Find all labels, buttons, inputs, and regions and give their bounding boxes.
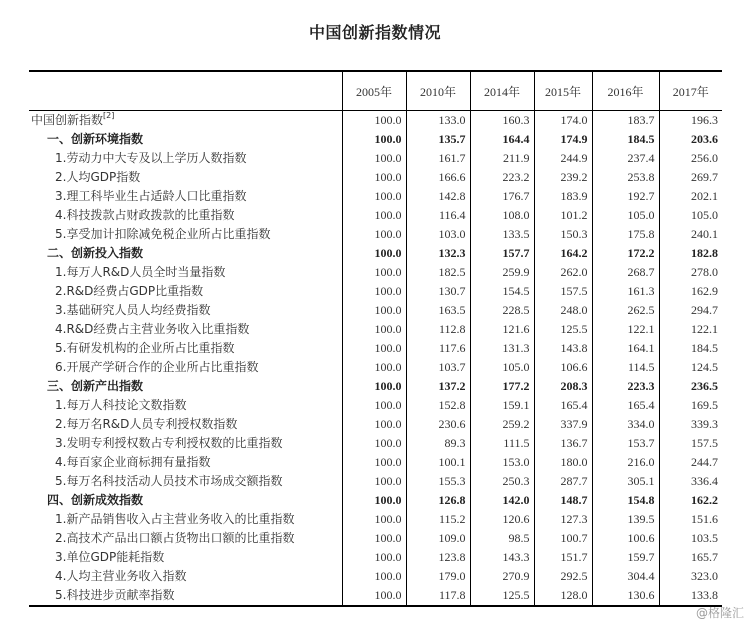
row-label xyxy=(29,472,342,491)
row-label-text: 5.有研发机构的企业所占比重指数 xyxy=(55,341,235,355)
value-cell: 253.8 xyxy=(592,168,659,187)
value-cell: 116.4 xyxy=(406,206,470,225)
value-cell: 262.0 xyxy=(534,263,592,282)
value-cell: 125.5 xyxy=(534,320,592,339)
value-cell: 100.0 xyxy=(342,472,406,491)
row-label xyxy=(29,111,342,131)
value-cell: 139.5 xyxy=(592,510,659,529)
row-label xyxy=(29,567,342,586)
value-cell: 269.7 xyxy=(659,168,722,187)
table-row xyxy=(29,434,722,453)
value-cell: 165.4 xyxy=(592,396,659,415)
value-cell: 100.0 xyxy=(342,491,406,510)
value-cell: 100.0 xyxy=(342,586,406,606)
value-cell: 192.7 xyxy=(592,187,659,206)
value-cell: 100.0 xyxy=(342,130,406,149)
value-cell: 100.0 xyxy=(342,339,406,358)
value-cell: 100.1 xyxy=(406,453,470,472)
value-cell: 100.0 xyxy=(342,358,406,377)
value-cell: 256.0 xyxy=(659,149,722,168)
value-cell: 100.0 xyxy=(342,453,406,472)
value-cell: 162.9 xyxy=(659,282,722,301)
total-row xyxy=(29,111,722,131)
value-cell: 244.7 xyxy=(659,453,722,472)
value-cell: 184.5 xyxy=(592,130,659,149)
value-cell: 98.5 xyxy=(470,529,534,548)
category-row xyxy=(29,377,722,396)
value-cell: 117.6 xyxy=(406,339,470,358)
header-2015: 2015年 xyxy=(534,71,592,111)
row-label-text: 4.每百家企业商标拥有量指数 xyxy=(55,455,211,469)
value-cell: 292.5 xyxy=(534,567,592,586)
value-cell: 100.0 xyxy=(342,225,406,244)
table-row xyxy=(29,320,722,339)
value-cell: 244.9 xyxy=(534,149,592,168)
value-cell: 236.5 xyxy=(659,377,722,396)
row-label xyxy=(29,168,342,187)
table-row xyxy=(29,168,722,187)
value-cell: 125.5 xyxy=(470,586,534,606)
value-cell: 105.0 xyxy=(659,206,722,225)
value-cell: 177.2 xyxy=(470,377,534,396)
value-cell: 133.8 xyxy=(659,586,722,606)
value-cell: 108.0 xyxy=(470,206,534,225)
value-cell: 106.6 xyxy=(534,358,592,377)
value-cell: 157.5 xyxy=(659,434,722,453)
value-cell: 100.0 xyxy=(342,567,406,586)
category-row xyxy=(29,130,722,149)
row-label xyxy=(29,434,342,453)
value-cell: 151.6 xyxy=(659,510,722,529)
value-cell: 161.7 xyxy=(406,149,470,168)
category-row xyxy=(29,491,722,510)
value-cell: 164.1 xyxy=(592,339,659,358)
row-label xyxy=(29,415,342,434)
value-cell: 239.2 xyxy=(534,168,592,187)
value-cell: 120.6 xyxy=(470,510,534,529)
value-cell: 105.0 xyxy=(592,206,659,225)
value-cell: 103.7 xyxy=(406,358,470,377)
value-cell: 100.0 xyxy=(342,548,406,567)
value-cell: 161.3 xyxy=(592,282,659,301)
value-cell: 109.0 xyxy=(406,529,470,548)
row-label-text: 1.新产品销售收入占主营业务收入的比重指数 xyxy=(55,512,295,526)
value-cell: 114.5 xyxy=(592,358,659,377)
value-cell: 100.0 xyxy=(342,206,406,225)
row-label xyxy=(29,149,342,168)
value-cell: 100.6 xyxy=(592,529,659,548)
value-cell: 159.7 xyxy=(592,548,659,567)
row-label-text: 5.享受加计扣除减免税企业所占比重指数 xyxy=(55,227,271,241)
value-cell: 154.5 xyxy=(470,282,534,301)
value-cell: 117.8 xyxy=(406,586,470,606)
value-cell: 294.7 xyxy=(659,301,722,320)
value-cell: 132.3 xyxy=(406,244,470,263)
row-label-text: 5.科技进步贡献率指数 xyxy=(55,588,175,602)
value-cell: 196.3 xyxy=(659,111,722,131)
page-title: 中国创新指数情况 xyxy=(308,23,441,42)
table-body xyxy=(29,111,722,607)
value-cell: 248.0 xyxy=(534,301,592,320)
row-label-text: 2.高技术产品出口额占货物出口额的比重指数 xyxy=(55,531,295,545)
value-cell: 268.7 xyxy=(592,263,659,282)
row-label xyxy=(29,225,342,244)
row-label xyxy=(29,586,342,606)
table-row xyxy=(29,282,722,301)
value-cell: 259.9 xyxy=(470,263,534,282)
value-cell: 159.1 xyxy=(470,396,534,415)
value-cell: 223.3 xyxy=(592,377,659,396)
value-cell: 100.0 xyxy=(342,282,406,301)
value-cell: 100.0 xyxy=(342,149,406,168)
row-label xyxy=(29,263,342,282)
row-label xyxy=(29,548,342,567)
value-cell: 157.7 xyxy=(470,244,534,263)
row-label-text: 3.单位GDP能耗指数 xyxy=(55,550,165,564)
value-cell: 100.0 xyxy=(342,111,406,131)
innovation-index-table xyxy=(29,70,722,607)
value-cell: 100.0 xyxy=(342,301,406,320)
value-cell: 223.2 xyxy=(470,168,534,187)
value-cell: 259.2 xyxy=(470,415,534,434)
value-cell: 133.0 xyxy=(406,111,470,131)
table-row xyxy=(29,586,722,606)
value-cell: 323.0 xyxy=(659,567,722,586)
table-row xyxy=(29,453,722,472)
value-cell: 100.7 xyxy=(534,529,592,548)
header-2005: 2005年 xyxy=(342,71,406,111)
header-2017: 2017年 xyxy=(659,71,722,111)
row-label-text: 2.R&D经费占GDP比重指数 xyxy=(55,284,204,298)
value-cell: 152.8 xyxy=(406,396,470,415)
value-cell: 287.7 xyxy=(534,472,592,491)
value-cell: 143.8 xyxy=(534,339,592,358)
value-cell: 143.3 xyxy=(470,548,534,567)
value-cell: 183.9 xyxy=(534,187,592,206)
row-label-text: 2.人均GDP指数 xyxy=(55,170,141,184)
row-label-text: 三、创新产出指数 xyxy=(47,379,144,393)
row-label-text: 2.每万名R&D人员专利授权数指数 xyxy=(55,417,238,431)
value-cell: 262.5 xyxy=(592,301,659,320)
table-row xyxy=(29,263,722,282)
value-cell: 121.6 xyxy=(470,320,534,339)
value-cell: 150.3 xyxy=(534,225,592,244)
row-label xyxy=(29,320,342,339)
value-cell: 216.0 xyxy=(592,453,659,472)
row-label xyxy=(29,244,342,263)
header-2016: 2016年 xyxy=(592,71,659,111)
value-cell: 211.9 xyxy=(470,149,534,168)
header-2010: 2010年 xyxy=(406,71,470,111)
value-cell: 228.5 xyxy=(470,301,534,320)
row-label xyxy=(29,377,342,396)
value-cell: 182.5 xyxy=(406,263,470,282)
row-label xyxy=(29,358,342,377)
value-cell: 174.9 xyxy=(534,130,592,149)
value-cell: 142.0 xyxy=(470,491,534,510)
value-cell: 202.1 xyxy=(659,187,722,206)
table-row xyxy=(29,396,722,415)
value-cell: 162.2 xyxy=(659,491,722,510)
value-cell: 100.0 xyxy=(342,415,406,434)
table-row xyxy=(29,529,722,548)
value-cell: 230.6 xyxy=(406,415,470,434)
value-cell: 270.9 xyxy=(470,567,534,586)
value-cell: 100.0 xyxy=(342,510,406,529)
header-row xyxy=(29,71,722,111)
row-label xyxy=(29,187,342,206)
row-label-text: 中国创新指数 xyxy=(31,113,104,127)
row-label-text: 1.每万人科技论文数指数 xyxy=(55,398,187,412)
value-cell: 100.0 xyxy=(342,396,406,415)
value-cell: 155.3 xyxy=(406,472,470,491)
value-cell: 127.3 xyxy=(534,510,592,529)
value-cell: 100.0 xyxy=(342,187,406,206)
value-cell: 105.0 xyxy=(470,358,534,377)
row-label-text: 3.理工科毕业生占适龄人口比重指数 xyxy=(55,189,247,203)
value-cell: 203.6 xyxy=(659,130,722,149)
value-cell: 174.0 xyxy=(534,111,592,131)
value-cell: 336.4 xyxy=(659,472,722,491)
table-row xyxy=(29,358,722,377)
row-label-text: 4.科技拨款占财政拨款的比重指数 xyxy=(55,208,235,222)
value-cell: 103.5 xyxy=(659,529,722,548)
value-cell: 111.5 xyxy=(470,434,534,453)
table-row xyxy=(29,149,722,168)
value-cell: 122.1 xyxy=(592,320,659,339)
row-label-text: 3.发明专利授权数占专利授权数的比重指数 xyxy=(55,436,283,450)
table-row xyxy=(29,510,722,529)
table-row xyxy=(29,548,722,567)
value-cell: 112.8 xyxy=(406,320,470,339)
value-cell: 163.5 xyxy=(406,301,470,320)
value-cell: 153.0 xyxy=(470,453,534,472)
row-label-text: 四、创新成效指数 xyxy=(47,493,144,507)
value-cell: 100.0 xyxy=(342,244,406,263)
value-cell: 100.0 xyxy=(342,168,406,187)
table-row xyxy=(29,206,722,225)
value-cell: 103.0 xyxy=(406,225,470,244)
row-label xyxy=(29,529,342,548)
row-label-text: 5.每万名科技活动人员技术市场成交额指数 xyxy=(55,474,283,488)
value-cell: 250.3 xyxy=(470,472,534,491)
value-cell: 179.0 xyxy=(406,567,470,586)
row-label-text: 4.R&D经费占主营业务收入比重指数 xyxy=(55,322,250,336)
value-cell: 100.0 xyxy=(342,529,406,548)
row-label-text: 二、创新投入指数 xyxy=(47,246,144,260)
value-cell: 136.7 xyxy=(534,434,592,453)
value-cell: 130.7 xyxy=(406,282,470,301)
value-cell: 153.7 xyxy=(592,434,659,453)
value-cell: 100.0 xyxy=(342,320,406,339)
watermark: @格隆汇 xyxy=(695,606,744,620)
value-cell: 128.0 xyxy=(534,586,592,606)
value-cell: 131.3 xyxy=(470,339,534,358)
header-2014: 2014年 xyxy=(470,71,534,111)
table-row xyxy=(29,187,722,206)
value-cell: 180.0 xyxy=(534,453,592,472)
value-cell: 182.8 xyxy=(659,244,722,263)
value-cell: 133.5 xyxy=(470,225,534,244)
value-cell: 184.5 xyxy=(659,339,722,358)
value-cell: 164.4 xyxy=(470,130,534,149)
category-row xyxy=(29,244,722,263)
value-cell: 135.7 xyxy=(406,130,470,149)
value-cell: 123.8 xyxy=(406,548,470,567)
value-cell: 100.0 xyxy=(342,263,406,282)
value-cell: 164.2 xyxy=(534,244,592,263)
value-cell: 100.0 xyxy=(342,377,406,396)
value-cell: 148.7 xyxy=(534,491,592,510)
value-cell: 100.0 xyxy=(342,434,406,453)
row-label xyxy=(29,339,342,358)
value-cell: 160.3 xyxy=(470,111,534,131)
value-cell: 101.2 xyxy=(534,206,592,225)
row-label-text: 3.基础研究人员人均经费指数 xyxy=(55,303,211,317)
value-cell: 334.0 xyxy=(592,415,659,434)
value-cell: 165.4 xyxy=(534,396,592,415)
value-cell: 337.9 xyxy=(534,415,592,434)
table-row xyxy=(29,472,722,491)
value-cell: 176.7 xyxy=(470,187,534,206)
row-label-text: 6.开展产学研合作的企业所占比重指数 xyxy=(55,360,259,374)
value-cell: 124.5 xyxy=(659,358,722,377)
row-label xyxy=(29,130,342,149)
footnote-marker: [2] xyxy=(103,111,115,120)
row-label-text: 4.人均主营业务收入指数 xyxy=(55,569,187,583)
value-cell: 89.3 xyxy=(406,434,470,453)
value-cell: 305.1 xyxy=(592,472,659,491)
table-row xyxy=(29,301,722,320)
table-row xyxy=(29,339,722,358)
value-cell: 208.3 xyxy=(534,377,592,396)
value-cell: 166.6 xyxy=(406,168,470,187)
row-label xyxy=(29,453,342,472)
value-cell: 126.8 xyxy=(406,491,470,510)
row-label xyxy=(29,396,342,415)
row-label xyxy=(29,301,342,320)
value-cell: 169.5 xyxy=(659,396,722,415)
value-cell: 172.2 xyxy=(592,244,659,263)
row-label xyxy=(29,510,342,529)
row-label xyxy=(29,282,342,301)
value-cell: 122.1 xyxy=(659,320,722,339)
value-cell: 175.8 xyxy=(592,225,659,244)
value-cell: 278.0 xyxy=(659,263,722,282)
value-cell: 115.2 xyxy=(406,510,470,529)
value-cell: 154.8 xyxy=(592,491,659,510)
row-label xyxy=(29,491,342,510)
value-cell: 339.3 xyxy=(659,415,722,434)
table-row xyxy=(29,415,722,434)
table-row xyxy=(29,567,722,586)
value-cell: 183.7 xyxy=(592,111,659,131)
row-label-text: 1.劳动力中大专及以上学历人数指数 xyxy=(55,151,247,165)
header-label-column xyxy=(29,71,342,111)
row-label xyxy=(29,206,342,225)
value-cell: 130.6 xyxy=(592,586,659,606)
value-cell: 237.4 xyxy=(592,149,659,168)
value-cell: 142.8 xyxy=(406,187,470,206)
value-cell: 304.4 xyxy=(592,567,659,586)
value-cell: 165.7 xyxy=(659,548,722,567)
value-cell: 151.7 xyxy=(534,548,592,567)
table-row xyxy=(29,225,722,244)
value-cell: 137.2 xyxy=(406,377,470,396)
row-label-text: 一、创新环境指数 xyxy=(47,132,144,146)
value-cell: 157.5 xyxy=(534,282,592,301)
row-label-text: 1.每万人R&D人员全时当量指数 xyxy=(55,265,226,279)
value-cell: 240.1 xyxy=(659,225,722,244)
